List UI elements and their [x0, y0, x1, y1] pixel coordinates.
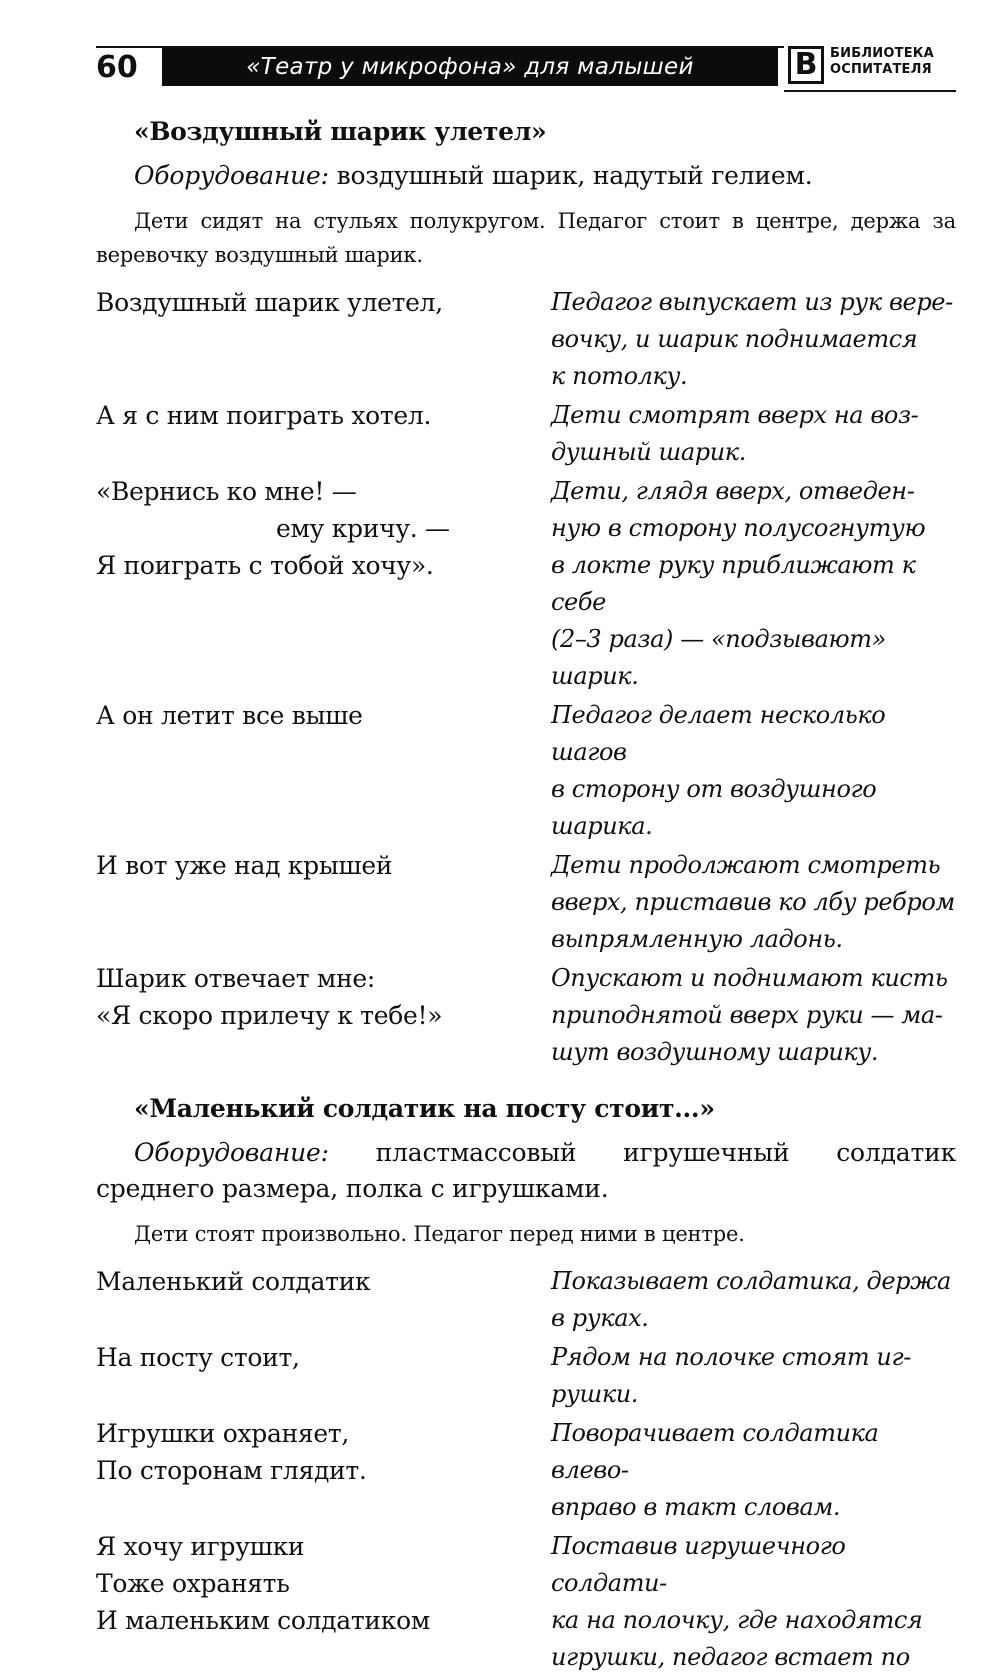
verse-column: [96, 473, 551, 695]
action-line: шут воздушному шарику.: [551, 1038, 879, 1066]
library-logo-icon: В: [788, 46, 824, 84]
action-line: Поставив игрушечного солдати-: [551, 1532, 846, 1597]
poem-row: [96, 397, 956, 471]
poem-row: [96, 1415, 956, 1526]
equipment-label: Оборудование:: [134, 1138, 329, 1167]
action-line: Показывает солдатика, держа: [551, 1267, 951, 1295]
section-title: «Маленький солдатик на посту стоит...»: [134, 1094, 715, 1123]
verse-column: [96, 1528, 551, 1676]
verse-line: На посту стоит,: [96, 1343, 300, 1372]
verse-line: «Вернись ко мне! —: [96, 477, 357, 506]
action-line: (2–3 раза) — «подзывают»: [551, 625, 886, 653]
page-header: [96, 40, 956, 96]
section-balloon: [96, 112, 956, 1071]
action-line: приподнятой вверх руки — ма-: [551, 1001, 943, 1029]
verse-line: ему кричу. —: [276, 514, 450, 543]
verse-column: [96, 1339, 551, 1413]
action-line: вправо в такт словам.: [551, 1493, 841, 1521]
action-line: душный шарик.: [551, 438, 746, 466]
action-column: [551, 1528, 956, 1676]
poem-row: [96, 1339, 956, 1413]
action-column: [551, 1415, 956, 1526]
verse-line: И маленьким солдатиком: [96, 1606, 430, 1635]
verse-column: [96, 284, 551, 395]
action-line: ка на полочку, где находятся: [551, 1606, 923, 1634]
logo-rule: [784, 90, 956, 92]
poem-row: [96, 697, 956, 845]
verse-line: «Я скоро прилечу к тебе!»: [96, 1001, 443, 1030]
action-column: [551, 1339, 956, 1413]
intro-paragraph: Дети сидят на стульях полукругом. Педагог стоит в центре, держа за веревочку воздушный шарик.: [96, 209, 956, 267]
action-column: [551, 284, 956, 395]
action-column: [551, 697, 956, 845]
action-column: [551, 397, 956, 471]
poem-row: [96, 847, 956, 958]
action-line: Дети, глядя вверх, отведен-: [551, 477, 915, 505]
action-line: рушки.: [551, 1380, 639, 1408]
verse-column: [96, 847, 551, 958]
action-line: к потолку.: [551, 362, 688, 390]
action-line: вверх, приставив ко лбу ребром: [551, 888, 955, 916]
action-line: в локте руку приближают к себе: [551, 551, 916, 616]
logo-line-1: БИБЛИОТЕКА: [830, 46, 934, 61]
verse-column: [96, 1415, 551, 1526]
page-content: [96, 112, 956, 1678]
library-logo-text: [830, 46, 958, 78]
logo-line-2: ОСПИТАТЕЛЯ: [830, 62, 932, 77]
verse-column: [96, 960, 551, 1071]
page-number: 60: [96, 50, 138, 85]
verse-column: [96, 697, 551, 845]
verse-line: Тоже охранять: [96, 1569, 290, 1598]
verse-line: Я поиграть с тобой хочу».: [96, 551, 434, 580]
verse-line: Шарик отвечает мне:: [96, 964, 376, 993]
action-column: [551, 847, 956, 958]
verse-column: [96, 1263, 551, 1337]
equipment-text: пластмассовый игрушечный солдатик среднего размера, полка с игрушками.: [96, 1138, 956, 1203]
verse-line: А он летит все выше: [96, 701, 363, 730]
action-line: вочку, и шарик поднимается: [551, 325, 918, 353]
action-column: [551, 473, 956, 695]
action-line: игрушки, педагог встает по: [551, 1643, 910, 1671]
action-line: Поворачивает солдатика влево-: [551, 1419, 879, 1484]
section-soldier: [96, 1089, 956, 1676]
verse-line: А я с ним поиграть хотел.: [96, 401, 432, 430]
action-line: Дети смотрят вверх на воз-: [551, 401, 919, 429]
action-line: Дети продолжают смотреть: [551, 851, 941, 879]
poem-row: [96, 1263, 956, 1337]
poem-row: [96, 960, 956, 1071]
poem-row: [96, 1528, 956, 1676]
verse-line: Воздушный шарик улетел,: [96, 288, 443, 317]
verse-line: И вот уже над крышей: [96, 851, 393, 880]
equipment-paragraph: [96, 1135, 956, 1207]
series-title: «Театр у микрофона» для малышей: [162, 48, 778, 86]
verse-line: Я хочу игрушки: [96, 1532, 305, 1561]
action-column: [551, 1263, 956, 1337]
action-line: в руках.: [551, 1304, 649, 1332]
action-line: шарик.: [551, 662, 639, 690]
poem-row: [96, 473, 956, 695]
poem-table: [96, 284, 956, 1071]
action-line: Педагог выпускает из рук вере-: [551, 288, 953, 316]
section-title: «Воздушный шарик улетел»: [134, 117, 547, 146]
poem-row: [96, 284, 956, 395]
equipment-label: Оборудование:: [134, 161, 329, 190]
verse-line: По сторонам глядит.: [96, 1456, 367, 1485]
equipment-paragraph: [96, 158, 956, 194]
action-line: в сторону от воздушного шарика.: [551, 775, 877, 840]
poem-table: [96, 1263, 956, 1676]
action-line: выпрямленную ладонь.: [551, 925, 843, 953]
equipment-text: воздушный шарик, надутый гелием.: [328, 161, 813, 190]
action-line: Опускают и поднимают кисть: [551, 964, 948, 992]
verse-line: Игрушки охраняет,: [96, 1419, 350, 1448]
verse-line: Маленький солдатик: [96, 1267, 371, 1296]
intro-paragraph: Дети стоят произвольно. Педагог перед ними в центре.: [134, 1222, 745, 1246]
verse-column: [96, 397, 551, 471]
action-line: Рядом на полочке стоят иг-: [551, 1343, 911, 1371]
action-column: [551, 960, 956, 1071]
action-line: ную в сторону полусогнутую: [551, 514, 926, 542]
action-line: Педагог делает несколько шагов: [551, 701, 886, 766]
